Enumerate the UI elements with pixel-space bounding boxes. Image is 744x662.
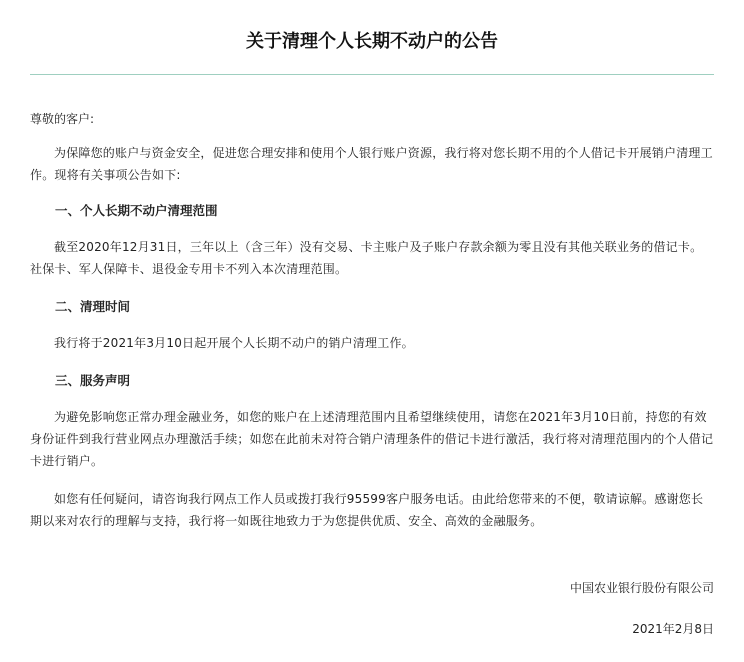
section-3-heading: 三、服务声明 — [55, 373, 131, 388]
greeting: 尊敬的客户: — [30, 112, 95, 126]
notice-body — [30, 108, 714, 532]
closing-paragraph: 如您有任何疑问，请咨询我行网点工作人员或拨打我行95599客户服务电话。由此给您带来的不便，敬请谅解。感谢您长期以来对农行的理解与支持，我行将一如既往地致力于为您提供优质、安全、高效的金融服务。 — [30, 492, 704, 528]
section-1-body: 截至2020年12月31日，三年以上（含三年）没有交易、卡主账户及子账户存款余额为零且没有其他关联业务的借记卡。社保卡、军人保障卡、退役金专用卡不列入本次清理范围。 — [30, 240, 703, 276]
section-3-body: 为避免影响您正常办理金融业务，如您的账户在上述清理范围内且希望继续使用，请您在2021年3月10日前，持您的有效身份证件到我行营业网点办理激活手续；如您在此前未对符合销户清理条件的借记卡进行激活，我行将对清理范围内的个人借记卡进行销户。 — [30, 410, 714, 468]
section-2-heading: 二、清理时间 — [55, 299, 131, 314]
title-divider — [30, 74, 714, 75]
notice-title: 关于清理个人长期不动户的公告 — [246, 31, 498, 52]
signature-date: 2021年2月8日 — [632, 622, 714, 636]
section-2-body: 我行将于2021年3月10日起开展个人长期不动户的销户清理工作。 — [54, 336, 414, 350]
signature-organization: 中国农业银行股份有限公司 — [569, 581, 714, 595]
intro-paragraph: 为保障您的账户与资金安全，促进您合理安排和使用个人银行账户资源，我行将对您长期不用的个人借记卡开展销户清理工作。现将有关事项公告如下: — [30, 146, 713, 182]
section-1-heading: 一、个人长期不动户清理范围 — [55, 203, 218, 218]
